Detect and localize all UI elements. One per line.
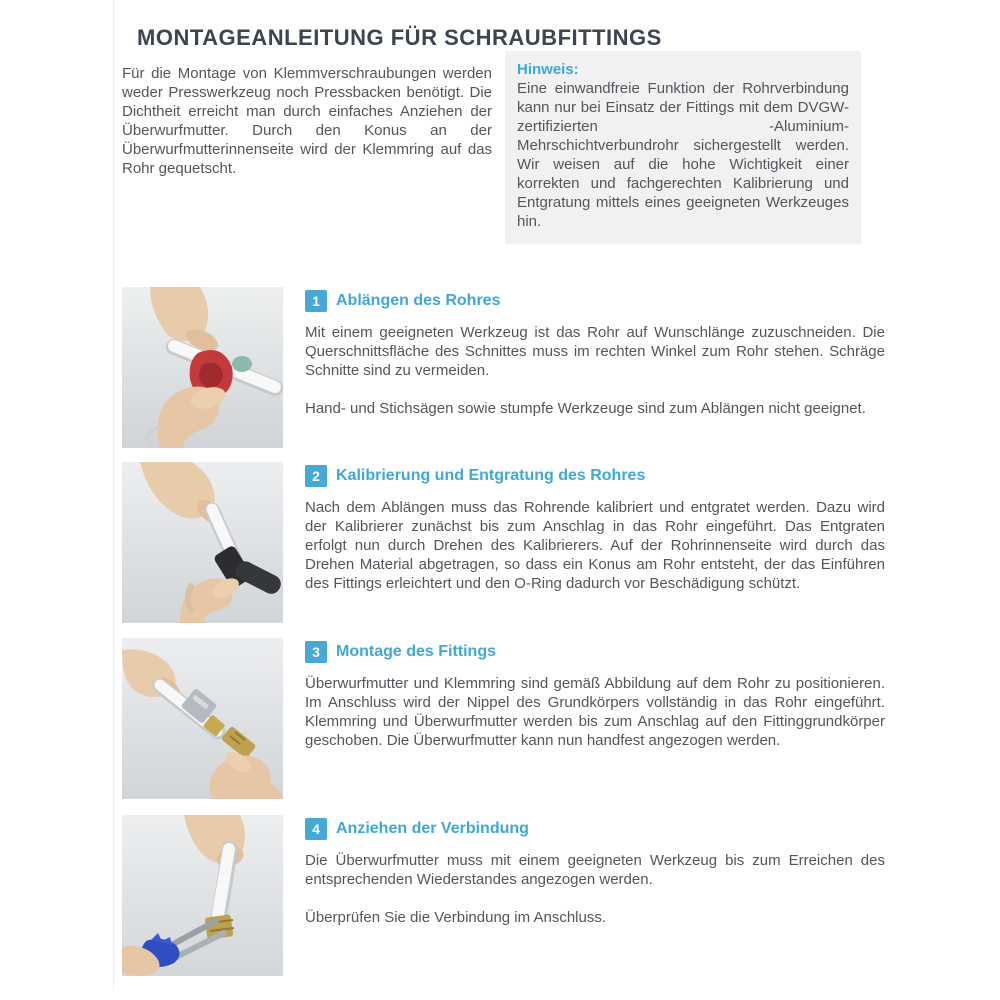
step-2-number-badge: 2: [305, 465, 327, 487]
page-title: MONTAGEANLEITUNG FÜR SCHRAUBFITTINGS: [137, 24, 662, 50]
step-2-title: Kalibrierung und Entgratung des Rohres: [336, 467, 646, 484]
step-4-content: [305, 815, 885, 976]
step-3: [122, 638, 885, 799]
step-4: [122, 815, 885, 976]
step-4-body: [305, 851, 885, 927]
step-4-title: Anziehen der Verbindung: [336, 820, 529, 837]
step-2: [122, 462, 885, 623]
page-edge-line: [113, 0, 114, 990]
step-2-paragraph: Nach dem Ablängen muss das Rohrende kalibriert und entgratet werden. Dazu wird der Kalibrierer zunächst bis zum Anschlag in das Rohr eingeführt. Das Entgraten erfolgt nun durch Drehen des Kalibrierers. Auf der Rohrinnenseite wird durch das Drehen Material abgetragen, so dass ein Konus am Rohr entsteht, der das Einführen des Fittings erleichtert und den O-Ring dadurch vor Beschädigung schützt.: [305, 499, 885, 592]
step-3-paragraph: Überwurfmutter und Klemmring sind gemäß Abbildung auf dem Rohr zu positionieren. Im Anschluss wird der Nippel des Grundkörpers vollständig in das Rohr eingeführt. Klemmring und Überwurfmutter werden bis zum Anschlag auf den Fittinggrundkörper geschoben. Die Überwurfmutter kann nun handfest angezogen werden.: [305, 675, 885, 749]
pipe-cutting-photo: [122, 287, 283, 448]
step-3-header: [305, 641, 885, 663]
step-1-paragraph: Hand- und Stichsägen sowie stumpfe Werkzeuge sind zum Ablängen nicht geeignet.: [305, 400, 866, 417]
step-1-header: [305, 290, 885, 312]
step-1-number-badge: 1: [305, 290, 327, 312]
step-4-paragraph: Die Überwurfmutter muss mit einem geeigneten Werkzeug bis zum Erreichen des entsprechenden Wiederstandes angezogen werden.: [305, 852, 885, 888]
step-1-paragraph: Mit einem geeigneten Werkzeug ist das Rohr auf Wunschlänge zuzuschneiden. Die Querschnittsfläche des Schnittes muss im rechten Winkel zum Rohr stehen. Schräge Schnitte sind zu vermeiden.: [305, 324, 885, 379]
step-1-content: [305, 287, 885, 448]
note-box: [505, 51, 861, 244]
step-1-body: [305, 323, 885, 418]
note-label: Hinweis:: [517, 61, 579, 78]
step-1-title: Ablängen des Rohres: [336, 292, 501, 309]
tightening-connection-photo: [122, 815, 283, 976]
step-2-header: [305, 465, 885, 487]
step-1: [122, 287, 885, 448]
step-3-title: Montage des Fittings: [336, 643, 496, 660]
pipe-calibration-photo: [122, 462, 283, 623]
step-3-number-badge: 3: [305, 641, 327, 663]
note-text-part2: -Aluminium-Mehrschichtverbundrohr sichergestellt werden. Wir weisen auf die hohe Wichtigkeit einer korrekten und fachgerechten Kalibrierung und Entgratung mittels eines geeigneten Werkzeuges hin.: [517, 118, 849, 230]
step-2-body: [305, 498, 885, 593]
step-2-content: [305, 462, 885, 623]
step-4-header: [305, 818, 885, 840]
note-text-part1: Eine einwandfreie Funktion der Rohrverbindung kann nur bei Einsatz der Fittings mit dem DVGW-zertifizierten: [517, 80, 849, 135]
step-4-paragraph: Überprüfen Sie die Verbindung im Anschluss.: [305, 909, 607, 926]
step-4-number-badge: 4: [305, 818, 327, 840]
intro-paragraph: Für die Montage von Klemmverschraubungen werden weder Presswerkzeug noch Pressbacken benötigt. Die Dichtheit erreicht man durch einfaches Anziehen der Überwurfmutter. Durch den Konus an der Überwurfmutterinnenseite wird der Klemmring auf das Rohr gequetscht.: [122, 65, 492, 177]
step-3-body: [305, 674, 885, 750]
fitting-assembly-photo: [122, 638, 283, 799]
step-3-content: [305, 638, 885, 799]
